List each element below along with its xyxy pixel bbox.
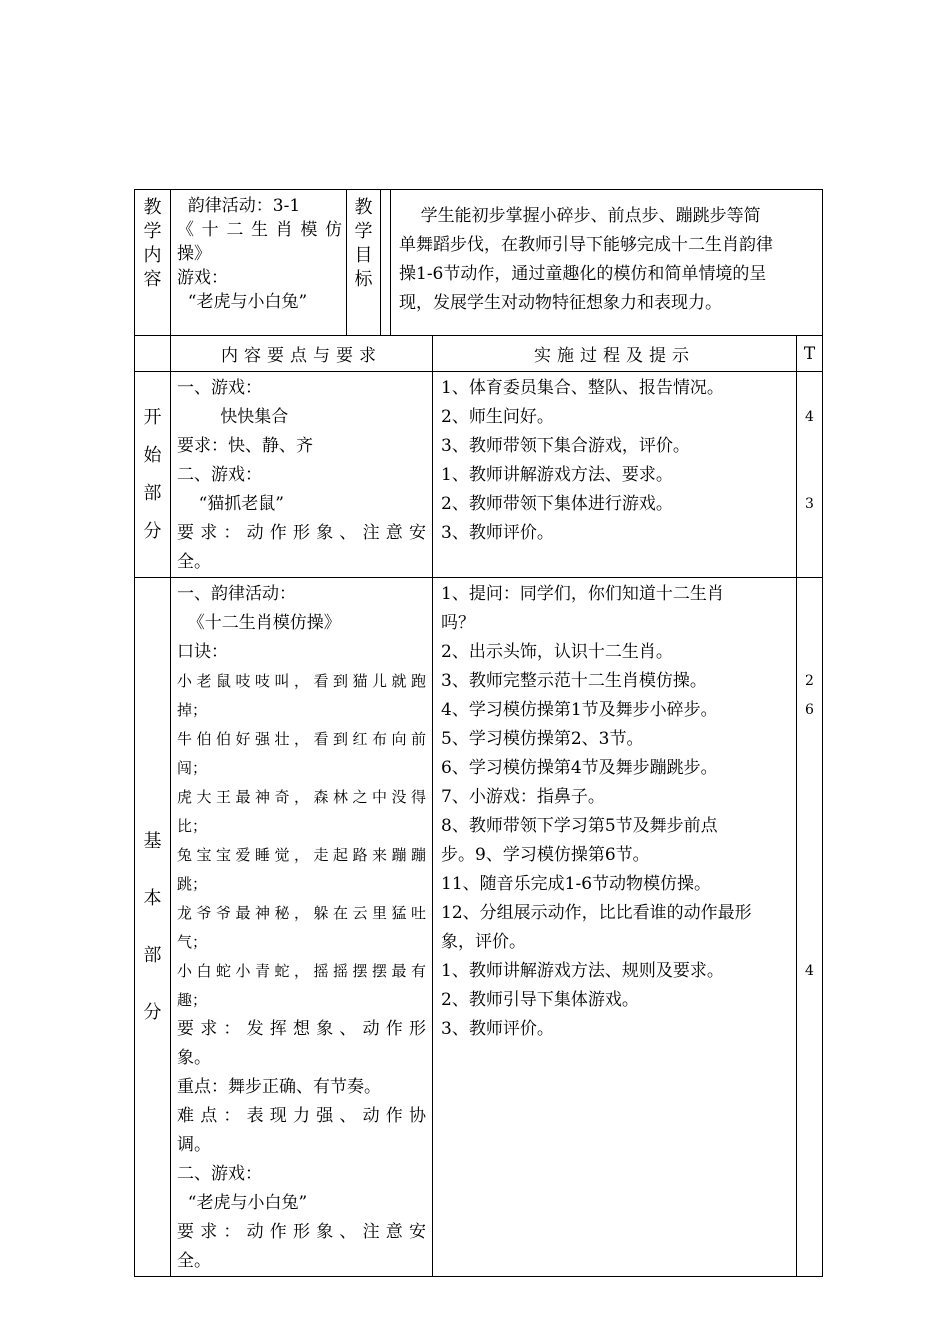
time-value	[797, 374, 822, 403]
label-char: 开	[143, 406, 162, 428]
goal-line: 单舞蹈步伐，在教师引导下能够完成十二生肖韵律	[399, 235, 773, 255]
content-line: 全。	[177, 552, 211, 572]
label-char: 内	[143, 245, 162, 266]
header-empty-cell	[135, 336, 171, 372]
process-line: 6、学习模仿操第4节及舞步蹦跳步。	[441, 758, 718, 778]
content-line: 小老鼠吱吱叫，看到猫儿就跑	[177, 672, 426, 690]
process-line: 吗？	[441, 613, 475, 633]
process-line: 2、师生问好。	[441, 407, 554, 427]
content-line: 兔宝宝爱睡觉，走起路来蹦蹦	[177, 846, 426, 864]
process-line: 1、教师讲解游戏方法、要求。	[441, 465, 673, 485]
goal-cell	[391, 190, 823, 336]
content-line: 牛伯伯好强壮，看到红布向前	[177, 730, 426, 748]
time-value	[797, 580, 822, 609]
content-line: 调。	[177, 1135, 211, 1155]
header-row	[135, 336, 823, 372]
process-line: 3、教师完整示范十二生肖模仿操。	[441, 671, 707, 691]
basic-section-row	[135, 578, 823, 1277]
label-char: 目	[354, 245, 373, 266]
content-line: 要求：快、静、齐	[177, 436, 313, 456]
label-char: 容	[143, 269, 162, 290]
label-char: 教	[354, 197, 373, 218]
label-char: 标	[354, 269, 373, 290]
time-value	[797, 783, 822, 812]
content-line: 龙爷爷最神秘，躲在云里猛吐	[177, 904, 426, 922]
content-line: 趣；	[177, 991, 208, 1009]
label-char: 分	[143, 1002, 162, 1023]
time-value	[797, 841, 822, 870]
time-value: 3	[805, 496, 814, 512]
process-line: 1、体育委员集合、整队、报告情况。	[441, 378, 724, 398]
label-char: 本	[143, 888, 162, 909]
content-label-cell	[135, 190, 171, 336]
top-row	[135, 190, 823, 336]
process-line: 象，评价。	[441, 932, 526, 952]
process-line: 5、学习模仿操第2、3节。	[441, 729, 644, 749]
content-line: 小白蛇小青蛇，摇摇摆摆最有	[177, 962, 426, 980]
time-value: 4	[805, 409, 814, 425]
goal-line: 学生能初步掌握小碎步、前点步、蹦跳步等简	[399, 206, 761, 226]
time-value	[797, 754, 822, 783]
header-time: T	[797, 336, 823, 372]
process-line: 8、教师带领下学习第5节及舞步前点	[441, 816, 718, 836]
process-line: 步。9、学习模仿操第6节。	[441, 845, 650, 865]
process-line: 3、教师评价。	[441, 523, 554, 543]
content-line: 跳；	[177, 875, 208, 893]
content-line: 要求：动作形象、注意安	[177, 523, 426, 543]
process-line: 3、教师评价。	[441, 1019, 554, 1039]
start-label-cell	[135, 372, 171, 578]
content-line: 闯；	[177, 759, 208, 777]
goal-line: 操1-6节动作，通过童趣化的模仿和简单情境的呈	[399, 264, 767, 284]
basic-time-cell	[797, 578, 823, 1277]
time-value	[797, 928, 822, 957]
content-cell	[171, 190, 347, 336]
header-content: 内容要点与要求	[171, 336, 433, 372]
time-value	[797, 725, 822, 754]
time-value	[797, 870, 822, 899]
spacer-cell	[381, 190, 391, 336]
label-char: 学	[354, 221, 373, 242]
content-line: 掉；	[177, 701, 208, 719]
label-char: 部	[143, 945, 162, 966]
content-line: 比；	[177, 817, 208, 835]
process-line: 12、分组展示动作，比比看谁的动作最形	[441, 903, 752, 923]
content-line: 要求：发挥想象、动作形	[177, 1019, 426, 1039]
content-line: 口诀：	[177, 642, 228, 662]
content-line: 全。	[177, 1251, 211, 1271]
process-line: 2、教师引导下集体游戏。	[441, 990, 639, 1010]
time-value	[797, 461, 822, 490]
content-line: 难点：表现力强、动作协	[177, 1106, 426, 1126]
process-line: 1、教师讲解游戏方法、规则及要求。	[441, 961, 724, 981]
time-value	[797, 812, 822, 841]
content-line: 《十二生肖模仿操》	[177, 613, 341, 633]
header-process: 实施过程及提示	[433, 336, 797, 372]
content-line: 虎大王最神奇，森林之中没得	[177, 788, 426, 806]
start-section-row	[135, 372, 823, 578]
content-line: 气；	[177, 933, 208, 951]
basic-process-cell	[433, 578, 797, 1277]
lesson-plan-table	[134, 189, 823, 1277]
time-value	[797, 609, 822, 638]
time-value	[797, 638, 822, 667]
start-time-cell	[797, 372, 823, 578]
content-line: 象。	[177, 1048, 211, 1068]
time-value: 4	[805, 963, 814, 979]
process-line: 2、出示头饰，认识十二生肖。	[441, 642, 673, 662]
process-line: 7、小游戏：指鼻子。	[441, 787, 605, 807]
content-line: “老虎与小白兔”	[177, 292, 308, 312]
time-value: 6	[805, 702, 814, 718]
process-line: 1、提问：同学们，你们知道十二生肖	[441, 584, 724, 604]
content-line: “老虎与小白兔”	[177, 1193, 308, 1213]
content-line: 操》	[177, 244, 211, 264]
process-line: 3、教师带领下集合游戏，评价。	[441, 436, 690, 456]
basic-content-cell	[171, 578, 433, 1277]
label-char: 部	[143, 482, 162, 504]
content-line: 二、游戏：	[177, 465, 262, 485]
content-line: 《十二生肖模仿	[177, 220, 342, 240]
time-value: 2	[805, 673, 814, 689]
content-line: “猫抓老鼠”	[177, 494, 284, 514]
label-char: 学	[143, 221, 162, 242]
start-content-cell	[171, 372, 433, 578]
time-value	[797, 899, 822, 928]
start-process-cell	[433, 372, 797, 578]
content-line: 二、游戏：	[177, 1164, 262, 1184]
label-char: 基	[143, 831, 162, 852]
content-line: 一、游戏：	[177, 378, 262, 398]
label-char: 分	[143, 520, 162, 542]
process-line: 4、学习模仿操第1节及舞步小碎步。	[441, 700, 718, 720]
goal-label-cell	[347, 190, 381, 336]
process-line: 11、随音乐完成1-6节动物模仿操。	[441, 874, 712, 894]
content-line: 韵律活动：3-1	[177, 196, 301, 216]
lesson-plan-sheet	[134, 189, 822, 1277]
goal-line: 现，发展学生对动物特征想象力和表现力。	[399, 293, 722, 313]
content-line: 重点：舞步正确、有节奏。	[177, 1077, 381, 1097]
basic-label-cell	[135, 578, 171, 1277]
process-line: 2、教师带领下集体进行游戏。	[441, 494, 673, 514]
content-line: 要求：动作形象、注意安	[177, 1222, 426, 1242]
content-line: 快快集合	[177, 407, 289, 427]
content-line: 游戏：	[177, 268, 228, 288]
label-char: 始	[143, 444, 162, 466]
time-value	[797, 432, 822, 461]
content-line: 一、韵律活动：	[177, 584, 296, 604]
label-char: 教	[143, 197, 162, 218]
